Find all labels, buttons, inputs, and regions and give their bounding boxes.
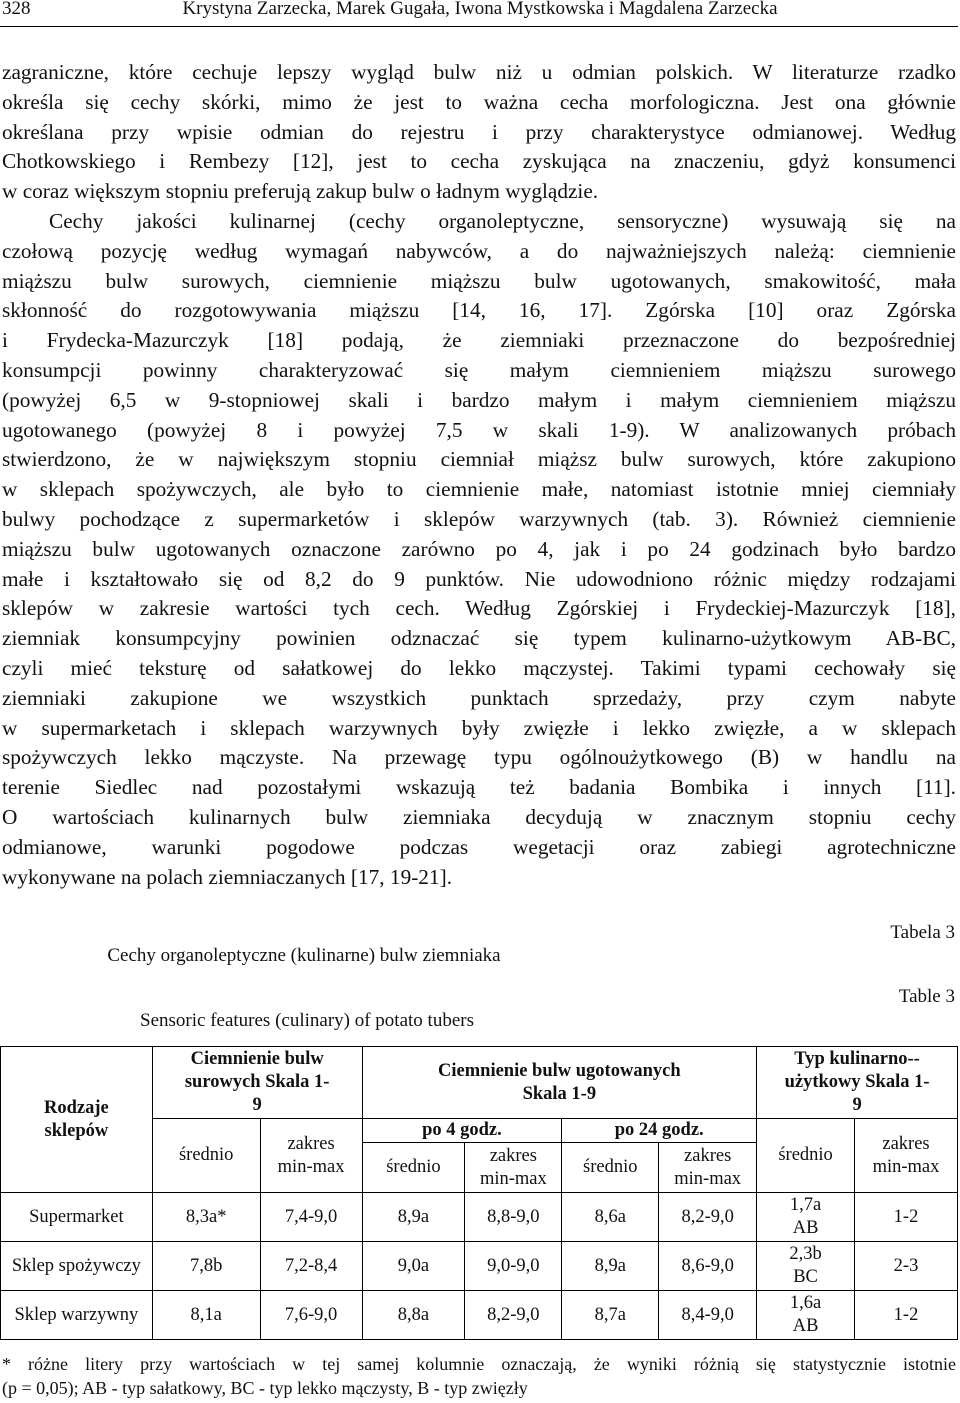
text-line: bulwy pochodzące z supermarketów i sklepów warzywnych (tab. 3). Również ciemnienie [2, 506, 956, 531]
page-header [0, 0, 958, 27]
header-c4-range: zakres min-max [465, 1143, 562, 1193]
header-raw-mean: średnio [152, 1119, 260, 1193]
cell-c4-range: 8,8-9,0 [465, 1193, 562, 1242]
text-line: stwierdzono, że w największym stopniu ciemniał miąższ bulw surowych, które zakupiono [2, 447, 956, 472]
cell-c4-range: 9,0-9,0 [465, 1242, 562, 1291]
table-footnote [2, 1352, 956, 1400]
text-line: sklepów w zakresie wartości tych cech. Według Zgórskiej i Frydeckiej-Mazurczyk [18], [2, 596, 956, 621]
text-line: czołową pozycję według wymagań nabywców, a do najważniejszych należą: ciemnienie [2, 238, 956, 263]
text-line: wykonywane na polach ziemniaczanych [17, 19-21]. [2, 864, 453, 889]
header-after-4h: po 4 godz. [362, 1119, 562, 1143]
text-line: odmianowe, warunki pogodowe podczas wegetacji oraz zabiegi agrotechniczne [2, 834, 956, 859]
text-line: miąższu bulw surowych, ciemnienie miąższu bulw ugotowanych, smakowitość, mała [2, 268, 956, 293]
text-line: zagraniczne, które cechuje lepszy wygląd bulw niż u odmian polskich. W literaturze rzadko [2, 60, 956, 84]
header-c24-range: zakres min-max [659, 1143, 757, 1193]
header-culinary: Typ kulinarno--użytkowy Skala 1-9 [757, 1047, 958, 1119]
cell-type-range: 1-2 [855, 1193, 958, 1242]
cell-type-range: 1-2 [855, 1291, 958, 1340]
text-line: ugotowanego (powyżej 8 i powyżej 7,5 w skali 1-9). W analizowanych próbach [2, 417, 956, 442]
text-line: czyli mieć teksturę od sałatkowej do lekko mączystej. Takimi typami cechowały się [2, 655, 956, 680]
cell-type-mean: 1,6a AB [757, 1291, 855, 1340]
body-text [2, 58, 956, 892]
cell-c4-range: 8,2-9,0 [465, 1291, 562, 1340]
cell-shop: Sklep spożywczy [1, 1242, 153, 1291]
table-label-en: Table 3 [898, 986, 955, 1007]
text-line: w supermarketach i sklepach warzywnych były zwięzłe i lekko zwięzłe, a w sklepach [2, 715, 956, 740]
text-line: skłonność do rozgotowywania miąższu [14, 16, 17]. Zgórska [10] oraz Zgórska [2, 298, 956, 323]
cell-raw-mean: 7,8b [152, 1242, 260, 1291]
cell-c24-range: 8,6-9,0 [659, 1242, 757, 1291]
header-cooked: Ciemnienie bulw ugotowanych Skala 1-9 [362, 1047, 757, 1119]
cell-raw-range: 7,2-8,4 [260, 1242, 362, 1291]
cell-raw-range: 7,6-9,0 [260, 1291, 362, 1340]
cell-type-mean: 2,3b BC [757, 1242, 855, 1291]
running-title: Krystyna Zarzecka, Marek Gugała, Iwona Mystkowska i Magdalena Zarzecka [182, 0, 778, 19]
header-c4-mean: średnio [362, 1143, 465, 1193]
footnote-line-1: * różne litery przy wartościach w tej samej kolumnie oznaczają, że wyniki różnią się statystycznie istotnie [2, 1354, 956, 1374]
header-after-24h: po 24 godz. [562, 1119, 757, 1143]
cell-c24-range: 8,4-9,0 [659, 1291, 757, 1340]
cell-raw-mean: 8,1a [152, 1291, 260, 1340]
cell-raw-range: 7,4-9,0 [260, 1193, 362, 1242]
text-line: O wartościach kulinarnych bulw ziemniaka decydują w znacznym stopniu cechy [2, 804, 956, 829]
cell-c4-mean: 8,8a [362, 1291, 465, 1340]
header-type-mean: średnio [757, 1119, 855, 1193]
cell-raw-mean: 8,3a* [152, 1193, 260, 1242]
cell-c24-mean: 8,7a [562, 1291, 659, 1340]
text-line: małe i kształtowało się od 8,2 do 9 punktów. Nie udowodniono różnic między rodzajami [2, 566, 956, 591]
table-row [1, 1242, 958, 1291]
text-line: ziemniaki zakupione we wszystkich punktach sprzedaży, przy czym nabyte [2, 685, 956, 710]
sensory-table [0, 1046, 958, 1340]
table-title-en [0, 1010, 956, 1032]
table-title-pl [0, 945, 956, 967]
paragraph-2 [2, 207, 956, 892]
cell-c4-mean: 9,0a [362, 1242, 465, 1291]
header-type-range: zakres min-max [855, 1119, 958, 1193]
table-title-en-text: Sensoric features (culinary) of potato tubers [140, 1010, 474, 1031]
text-line: (powyżej 6,5 w 9-stopniowej skali i bardzo małym i małym ciemnieniem miąższu [2, 387, 956, 412]
header-raw-range: zakres min-max [260, 1119, 362, 1193]
text-line: w coraz większym stopniu preferują zakup bulw o ładnym wyglądzie. [2, 179, 599, 204]
header-shop-type: Rodzaje sklepów [1, 1047, 153, 1193]
header-raw: Ciemnienie bulw surowych Skala 1-9 [152, 1047, 362, 1119]
text-line: konsumpcji powinny charakteryzować się małym ciemnieniem miąższu surowego [2, 357, 956, 382]
cell-shop: Supermarket [1, 1193, 153, 1242]
text-line: i Frydecka-Mazurczyk [18] podają, że ziemniaki przeznaczone do bezpośredniej [2, 328, 956, 353]
text-line: Chotkowskiego i Rembezy [12], jest to cecha zyskująca na znaczeniu, gdyż konsumenci [2, 149, 956, 174]
table-title-pl-text: Cechy organoleptyczne (kulinarne) bulw ziemniaka [107, 945, 501, 966]
text-line: spożywczych lekko mączyste. Na przewagę typu ogólnoużytkowego (B) w handlu na [2, 745, 956, 770]
cell-c4-mean: 8,9a [362, 1193, 465, 1242]
text-line: określa się cechy skórki, mimo że jest to ważna cecha morfologiczna. Jest ona głównie [2, 89, 956, 114]
table-row [1, 1291, 958, 1340]
text-line: miąższu bulw ugotowanych oznaczone zarówno po 4, jak i po 24 godzinach było bardzo [2, 536, 956, 561]
text-line: w sklepach spożywczych, ale było to ciemnienie małe, natomiast istotnie mniej ciemniały [2, 477, 956, 502]
cell-c24-mean: 8,6a [562, 1193, 659, 1242]
cell-type-range: 2-3 [855, 1242, 958, 1291]
page-number: 328 [2, 0, 31, 19]
footnote-line-2: (p = 0,05); AB - typ sałatkowy, BC - typ lekko mączysty, B - typ zwięzły [2, 1378, 528, 1398]
paragraph-1 [2, 58, 956, 207]
header-c24-mean: średnio [562, 1143, 659, 1193]
text-line: określana przy wpisie odmian do rejestru i przy charakterystyce odmianowej. Według [2, 119, 956, 144]
text-line: terenie Siedlec nad pozostałymi wskazują też badania Bombika i innych [11]. [2, 775, 956, 800]
cell-shop: Sklep warzywny [1, 1291, 153, 1340]
table-row [1, 1193, 958, 1242]
cell-c24-mean: 8,9a [562, 1242, 659, 1291]
text-line: ziemniak konsumpcyjny powinien odznaczać się typem kulinarno-użytkowym AB-BC, [2, 626, 956, 651]
table-label-pl: Tabela 3 [890, 922, 955, 943]
text-line: Cechy jakości kulinarnej (cechy organoleptyczne, sensoryczne) wysuwają się na [49, 208, 956, 233]
cell-c24-range: 8,2-9,0 [659, 1193, 757, 1242]
cell-type-mean: 1,7a AB [757, 1193, 855, 1242]
